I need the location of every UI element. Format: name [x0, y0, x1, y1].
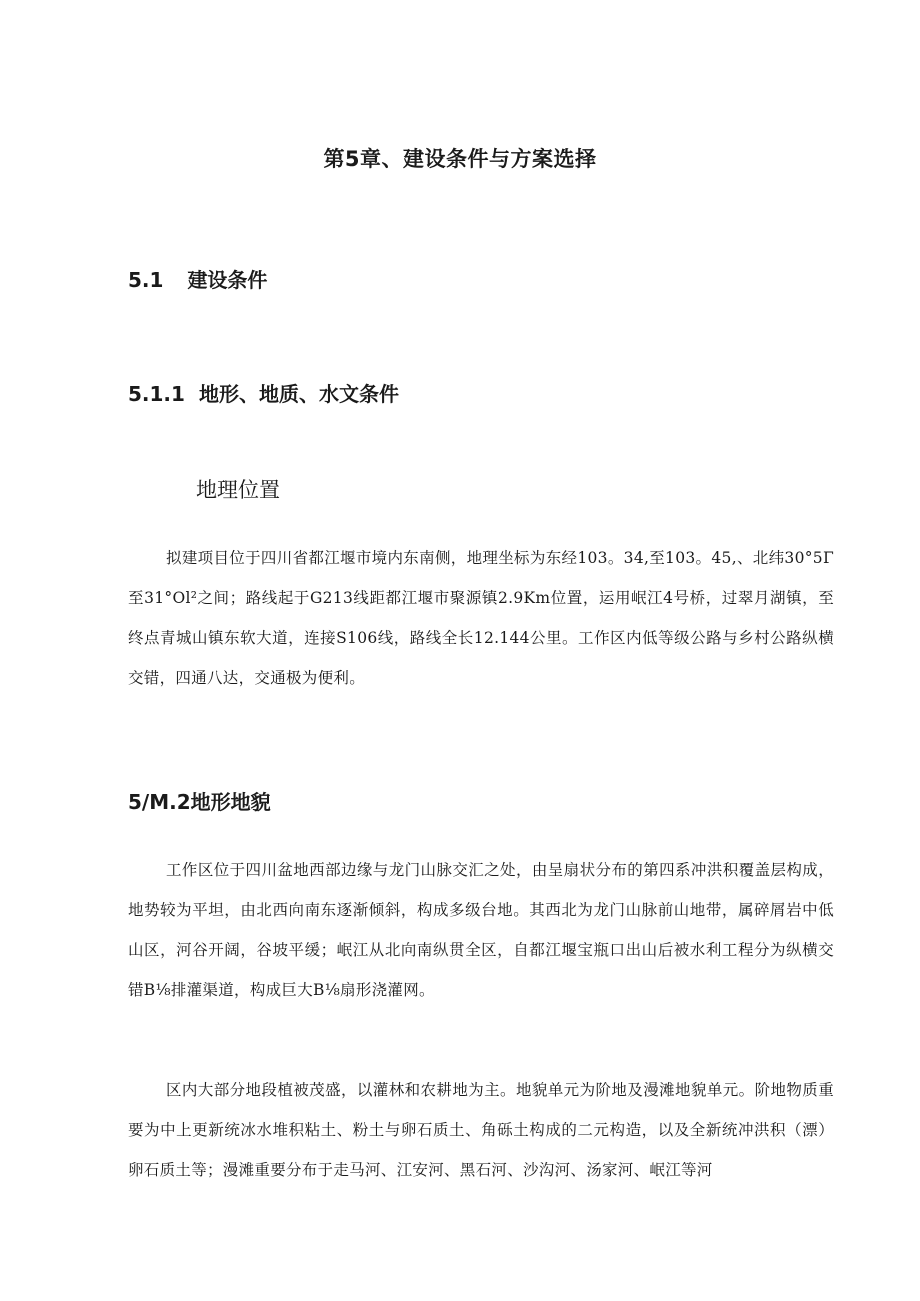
section-5-1-heading — [128, 264, 267, 293]
section-number: 5.1 — [128, 268, 164, 292]
section-number: 5.1.1 — [128, 382, 185, 406]
section-title: 地形地貌 — [190, 790, 271, 814]
paragraph-terrain-1: 工作区位于四川盆地西部边缘与龙门山脉交汇之处，由呈扇状分布的第四系冲洪积覆盖层构成，地势较为平坦，由北西向南东逐渐倾斜，构成多级台地。其西北为龙门山脉前山地带，属碎屑岩中低山区，河谷开阔，谷坡平缓；岷江从北向南纵贯全区，自都江堰宝瓶口出山后被水利工程分为纵横交错B⅛排灌渠道，构成巨大B⅛扇形浇灌网。 — [128, 861, 834, 999]
chapter-title: 第5章、建设条件与方案选择 — [323, 147, 597, 171]
paragraph-terrain-2: 区内大部分地段植被茂盛，以灌林和农耕地为主。地貌单元为阶地及漫滩地貌单元。阶地物质重要为中上更新统冰水堆积粘土、粉土与卵石质土、角砾土构成的二元构造，以及全新统冲洪积（漂）卵石质土等；漫滩重要分布于走马河、江安河、黑石河、沙沟河、汤家河、岷江等河 — [128, 1081, 834, 1179]
section-5-1-1-heading — [128, 378, 399, 407]
section-title: 建设条件 — [187, 268, 268, 292]
section-number: 5/M.2 — [128, 790, 191, 814]
section-title: 地形、地质、水文条件 — [198, 382, 399, 406]
paragraph-location: 拟建项目位于四川省都江堰市境内东南侧，地理坐标为东经103。34,至103。45,、北纬30°5Γ至31°Ol²之间；路线起于G213线距都江堰市聚源镇2.9Km位置，运用岷江4号桥，过翠月湖镇，至终点青城山镇东软大道，连接S106线，路线全长12.144公里。工作区内低等级公路与乡村公路纵横交错，四通八达，交通极为便利。 — [128, 549, 834, 687]
section-5-1-2-heading — [128, 786, 271, 815]
subsection-location-heading: 地理位置 — [196, 478, 280, 502]
